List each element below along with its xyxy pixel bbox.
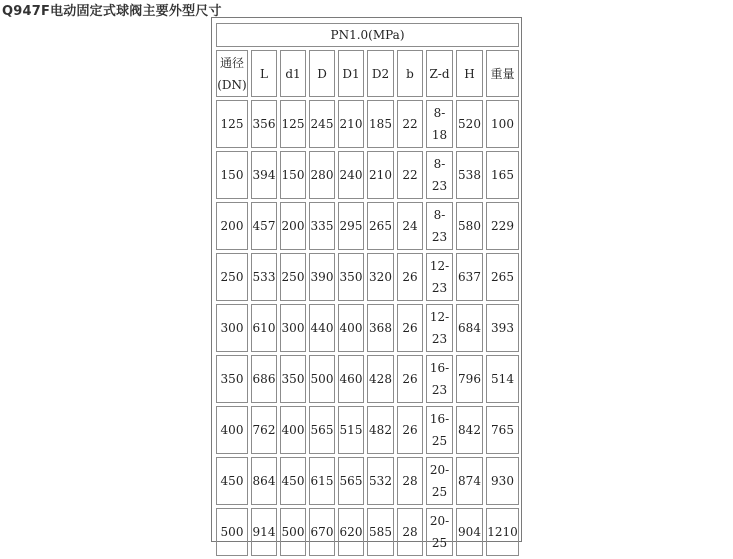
column-header-D2: D2 [367,50,394,97]
cell-z-d [426,304,453,352]
cell-dn: 400 [216,406,248,454]
table-row [216,100,519,148]
pressure-rating-header: PN1.0(MPa) [216,23,519,47]
cell-weight: 765 [486,406,519,454]
cell-b: 22 [397,100,423,148]
cell-l: 610 [251,304,277,352]
cell-z-count: 12- [429,259,450,273]
cell-d: 245 [309,100,335,148]
cell-h: 842 [456,406,483,454]
cell-D2: 210 [367,151,394,199]
cell-h: 637 [456,253,483,301]
cell-z-d [426,151,453,199]
cell-z-d [426,457,453,505]
table-row [216,202,519,250]
column-header-row [216,50,519,97]
cell-bolt-diameter: 25 [431,434,448,448]
cell-weight: 930 [486,457,519,505]
cell-b: 26 [397,253,423,301]
cell-bolt-diameter: 23 [431,383,448,397]
cell-bolt-diameter: 23 [431,179,448,193]
cell-d: 335 [309,202,335,250]
cell-h: 538 [456,151,483,199]
table-row [216,304,519,352]
column-header-d1: d1 [280,50,306,97]
cell-D1: 350 [338,253,364,301]
cell-D2: 532 [367,457,394,505]
cell-weight: 393 [486,304,519,352]
cell-h: 796 [456,355,483,403]
cell-d: 500 [309,355,335,403]
cell-weight: 100 [486,100,519,148]
cell-z-d [426,100,453,148]
column-header-b: b [397,50,423,97]
cell-z-count: 8- [433,208,446,222]
column-header-dn-line1: 通径 [219,55,244,70]
cell-h: 684 [456,304,483,352]
cell-bolt-diameter: 25 [431,536,448,550]
cell-d1: 450 [280,457,306,505]
cell-l: 394 [251,151,277,199]
cell-weight: 1210 [486,508,519,556]
cell-b: 26 [397,406,423,454]
cell-h: 520 [456,100,483,148]
cell-bolt-diameter: 23 [431,281,448,295]
cell-weight: 165 [486,151,519,199]
cell-dn: 300 [216,304,248,352]
cell-b: 26 [397,355,423,403]
cell-D1: 515 [338,406,364,454]
cell-l: 914 [251,508,277,556]
cell-dn: 250 [216,253,248,301]
cell-d1: 400 [280,406,306,454]
cell-z-count: 8- [433,106,446,120]
cell-d1: 350 [280,355,306,403]
cell-b: 26 [397,304,423,352]
cell-d: 670 [309,508,335,556]
cell-d1: 200 [280,202,306,250]
cell-D1: 565 [338,457,364,505]
cell-h: 874 [456,457,483,505]
cell-d: 565 [309,406,335,454]
cell-z-count: 20- [429,463,450,477]
cell-z-count: 8- [433,157,446,171]
cell-D2: 265 [367,202,394,250]
cell-d1: 500 [280,508,306,556]
table-row [216,253,519,301]
cell-D2: 185 [367,100,394,148]
cell-d: 615 [309,457,335,505]
cell-D1: 620 [338,508,364,556]
cell-z-d [426,406,453,454]
column-header-l: L [251,50,277,97]
cell-z-d [426,508,453,556]
column-header-h: H [456,50,483,97]
column-header-dn [216,50,248,97]
dimensions-table [213,20,522,559]
cell-dn: 350 [216,355,248,403]
cell-dn: 125 [216,100,248,148]
cell-l: 356 [251,100,277,148]
cell-b: 28 [397,508,423,556]
table-row [216,406,519,454]
cell-d: 440 [309,304,335,352]
cell-D2: 428 [367,355,394,403]
cell-dn: 450 [216,457,248,505]
table-row [216,508,519,556]
table-row [216,151,519,199]
cell-dn: 200 [216,202,248,250]
cell-h: 580 [456,202,483,250]
cell-D1: 400 [338,304,364,352]
cell-h: 904 [456,508,483,556]
cell-D1: 460 [338,355,364,403]
cell-D2: 368 [367,304,394,352]
pressure-header-row [216,23,519,47]
cell-d1: 300 [280,304,306,352]
cell-D2: 585 [367,508,394,556]
cell-d1: 150 [280,151,306,199]
cell-b: 28 [397,457,423,505]
cell-bolt-diameter: 23 [431,230,448,244]
column-header-D1: D1 [338,50,364,97]
cell-z-d [426,253,453,301]
table-row [216,457,519,505]
cell-l: 457 [251,202,277,250]
cell-D2: 482 [367,406,394,454]
cell-dn: 150 [216,151,248,199]
page-title: Q947F电动固定式球阀主要外型尺寸 [2,4,222,19]
cell-b: 24 [397,202,423,250]
column-header-z-d: Z-d [426,50,453,97]
cell-l: 686 [251,355,277,403]
table-row [216,355,519,403]
cell-l: 533 [251,253,277,301]
cell-D1: 240 [338,151,364,199]
cell-z-count: 16- [429,412,450,426]
cell-D2: 320 [367,253,394,301]
cell-z-count: 16- [429,361,450,375]
cell-d1: 250 [280,253,306,301]
cell-weight: 229 [486,202,519,250]
cell-l: 762 [251,406,277,454]
cell-dn: 500 [216,508,248,556]
cell-z-count: 20- [429,514,450,528]
column-header-dn-line2: (DN) [217,77,247,92]
cell-l: 864 [251,457,277,505]
cell-d: 390 [309,253,335,301]
cell-weight: 514 [486,355,519,403]
cell-D1: 295 [338,202,364,250]
column-header-d: D [309,50,335,97]
cell-z-count: 12- [429,310,450,324]
cell-z-d [426,202,453,250]
cell-z-d [426,355,453,403]
cell-bolt-diameter: 25 [431,485,448,499]
cell-D1: 210 [338,100,364,148]
column-header-weight: 重量 [486,50,519,97]
cell-bolt-diameter: 18 [431,128,448,142]
cell-b: 22 [397,151,423,199]
cell-weight: 265 [486,253,519,301]
cell-d1: 125 [280,100,306,148]
cell-d: 280 [309,151,335,199]
cell-bolt-diameter: 23 [431,332,448,346]
